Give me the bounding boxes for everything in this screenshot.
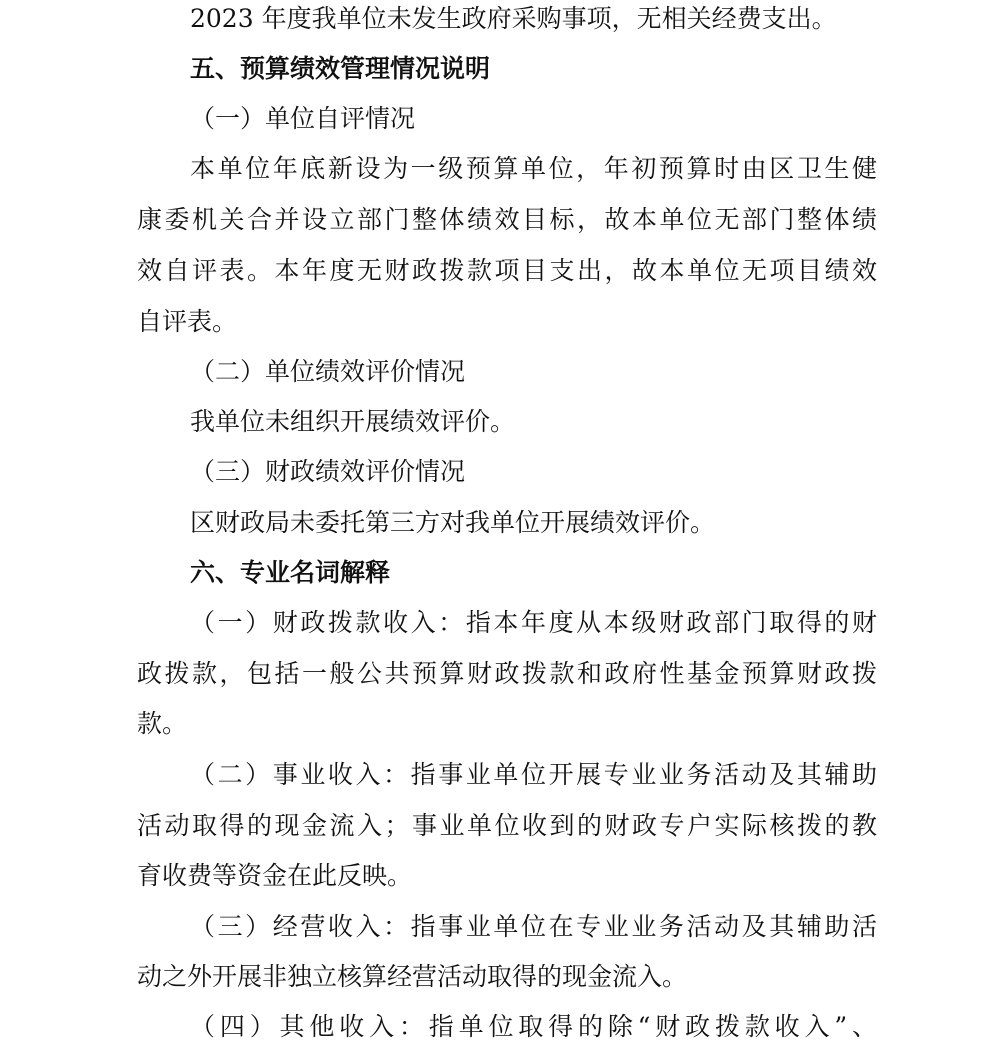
paragraph-line: 自评表。 xyxy=(137,307,238,336)
definition-line: 育收费等资金在此反映。 xyxy=(137,861,413,890)
subsection-heading: （三）财政绩效评价情况 xyxy=(190,457,466,486)
definition-line: 款。 xyxy=(137,709,188,738)
definition-line: （二）事业收入：指事业单位开展专业业务活动及其辅助 xyxy=(190,760,877,789)
section-heading-6: 六、专业名词解释 xyxy=(190,558,391,587)
paragraph-line: 康委机关合并设立部门整体绩效目标，故本单位无部门整体绩 xyxy=(137,205,877,234)
paragraph-line: 本单位年底新设为一级预算单位，年初预算时由区卫生健 xyxy=(190,154,877,183)
paragraph-line: 2023 年度我单位未发生政府采购事项，无相关经费支出。 xyxy=(190,4,837,33)
paragraph-line: 效自评表。本年度无财政拨款项目支出，故本单位无项目绩效 xyxy=(137,256,877,285)
definition-line: （四）其他收入：指单位取得的除“财政拨款收入”、 xyxy=(190,1012,877,1041)
definition-line: 活动取得的现金流入；事业单位收到的财政专户实际核拨的教 xyxy=(137,811,877,840)
section-heading-5: 五、预算绩效管理情况说明 xyxy=(190,54,491,83)
subsection-heading: （二）单位绩效评价情况 xyxy=(190,357,466,386)
definition-line: （三）经营收入：指事业单位在专业业务活动及其辅助活 xyxy=(190,912,877,941)
definition-line: 政拨款，包括一般公共预算财政拨款和政府性基金预算财政拨 xyxy=(137,659,877,688)
subsection-heading: （一）单位自评情况 xyxy=(190,104,416,133)
paragraph-line: 我单位未组织开展绩效评价。 xyxy=(190,407,516,436)
definition-line: 动之外开展非独立核算经营活动取得的现金流入。 xyxy=(137,962,688,991)
paragraph-line: 区财政局未委托第三方对我单位开展绩效评价。 xyxy=(190,508,716,537)
definition-line: （一）财政拨款收入：指本年度从本级财政部门取得的财 xyxy=(190,608,877,637)
